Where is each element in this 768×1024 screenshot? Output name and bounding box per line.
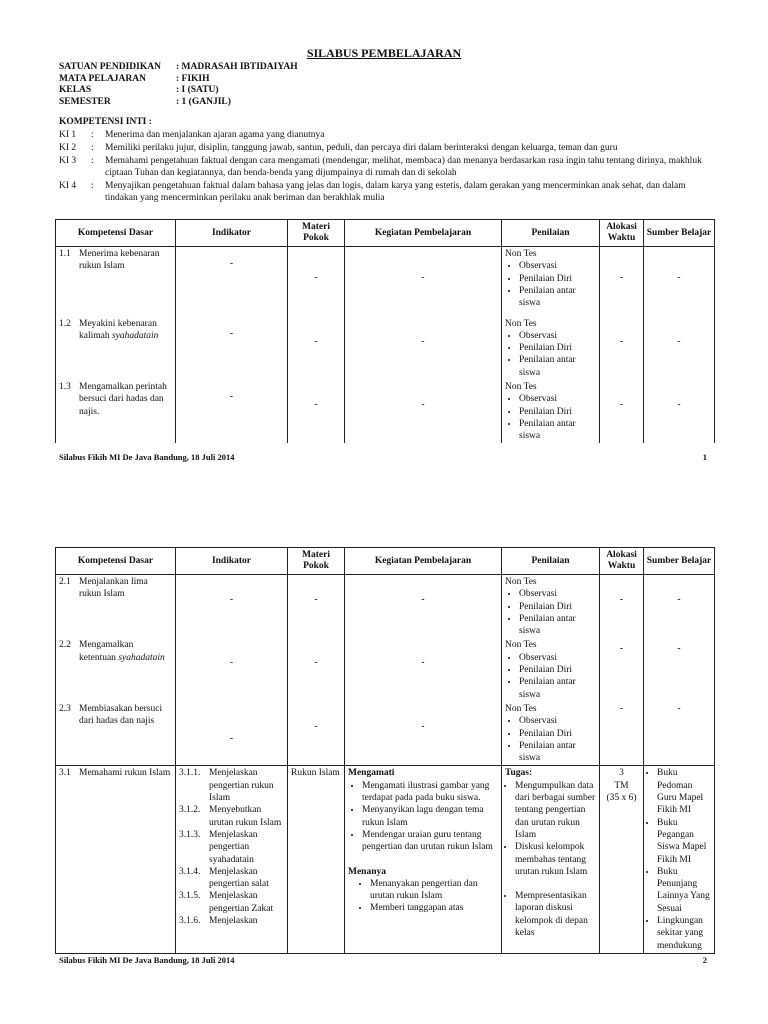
dash-mark: - — [677, 644, 681, 655]
non-tes-label: Non Tes — [505, 640, 537, 651]
kegiatan-cell — [345, 575, 502, 639]
info-row-satuan — [59, 62, 298, 74]
page-footer — [59, 954, 707, 966]
activity-item: • Memberi tanggapan atas — [370, 902, 498, 914]
assess-item: • Penilaian antar siswa — [519, 285, 596, 310]
table-row — [56, 247, 715, 317]
sumber-cell — [644, 380, 715, 443]
non-tes-label: Non Tes — [505, 381, 537, 392]
ki-item: KI 2 : Memiliki perilaku jujur, disiplin, tanggung jawab, santun, peduli, dan percaya diri dalam berinteraksi dengan keluarga, teman dan guru — [59, 142, 719, 154]
dash-mark: - — [619, 336, 624, 347]
alokasi-value: 3 — [619, 768, 624, 779]
header-sumber: Sumber Belajar — [644, 220, 715, 247]
dash-mark: - — [229, 733, 234, 744]
dash-mark: - — [421, 336, 425, 347]
materi-cell — [288, 575, 345, 639]
assess-item: • Penilaian Diri — [519, 342, 596, 354]
kd-text: Memahami rukun Islam — [79, 768, 171, 779]
source-item: • Lingkungan sekitar yang mendukung — [657, 915, 711, 952]
dash-mark: - — [421, 595, 425, 605]
syllabus-table-1 — [55, 219, 715, 443]
kegiatan-cell — [345, 638, 502, 701]
header-kd: Kompetensi Dasar — [56, 548, 176, 575]
ki-code: KI 3 — [59, 155, 77, 166]
penilaian-cell — [502, 380, 600, 443]
sumber-cell — [644, 247, 715, 317]
assess-item: • Penilaian Diri — [519, 273, 596, 285]
sumber-cell — [644, 317, 715, 380]
header-materi: Materi Pokok — [288, 548, 345, 575]
dash-mark: - — [229, 259, 234, 269]
kd-text: Meyakini kebenaran kalimah syahadatain — [79, 318, 159, 341]
ki-code: KI 2 — [59, 142, 77, 153]
sumber-cell — [644, 638, 715, 701]
kd-text: Mengamalkan ketentuan syahadatain — [79, 640, 165, 663]
kd-number: 2.1 — [59, 577, 71, 587]
dash-mark: - — [314, 595, 318, 605]
assess-item: • Observasi — [519, 393, 596, 405]
header-alokasi: Alokasi Waktu — [600, 548, 644, 575]
info-block — [59, 62, 298, 108]
kegiatan-cell — [345, 317, 502, 380]
task-item: • Mempresentasikan laporan diskusi kelompok di depan kelas — [515, 890, 596, 939]
non-tes-label: Non Tes — [505, 577, 537, 587]
dash-mark: - — [677, 595, 681, 605]
dash-mark: - — [677, 273, 681, 283]
dash-mark: - — [314, 658, 318, 669]
table-row — [56, 317, 715, 380]
alokasi-cell — [600, 702, 644, 766]
indikator-cell — [176, 638, 288, 701]
activity-item: • Menyanyikan lagu dengan tema rukun Islam — [362, 804, 498, 829]
penilaian-cell — [502, 575, 600, 639]
non-tes-label: Non Tes — [505, 703, 537, 714]
header-sumber: Sumber Belajar — [644, 548, 715, 575]
dash-mark: - — [229, 658, 234, 669]
indikator-item: 3.1.3. Menjelaskan pengertian syahadatain — [179, 829, 258, 865]
penilaian-cell — [502, 317, 600, 380]
kd-cell — [56, 247, 176, 317]
dash-mark: - — [677, 703, 681, 714]
kd-number: 1.2 — [59, 318, 71, 329]
assess-item: • Penilaian antar siswa — [519, 613, 596, 638]
header-penilaian: Penilaian — [502, 548, 600, 575]
ki-item: KI 4 : Menyajikan pengetahuan faktual dalam bahasa yang jelas dan logis, dalam karya yang estetis, dalam gerakan yang mencerminkan anak sehat, dan dalam tindakan yang mencerminkan perilaku anak beriman dan berakhlak mulia — [59, 180, 719, 205]
menanya-heading: Menanya — [348, 866, 386, 877]
info-value: : I (SATU) — [176, 85, 219, 95]
task-item: • Diskusi kelompok membahas tentang urutan rukun Islam — [515, 841, 596, 878]
materi-cell — [288, 380, 345, 443]
footer-text: Silabus Fikih MI De Java Bandung, 18 Juli 2014 — [59, 955, 235, 965]
info-label: MATA PELAJARAN — [59, 73, 146, 84]
penilaian-cell — [502, 638, 600, 701]
kd-cell — [56, 766, 176, 954]
kegiatan-cell — [345, 247, 502, 317]
table-row — [56, 638, 715, 701]
dash-mark: - — [229, 391, 234, 402]
assess-item: • Penilaian antar siswa — [519, 740, 596, 765]
assess-item: • Observasi — [519, 715, 596, 727]
document-title: SILABUS PEMBELAJARAN — [306, 46, 462, 60]
info-row-semester — [59, 97, 298, 109]
dash-mark: - — [421, 721, 425, 732]
kegiatan-cell — [345, 702, 502, 766]
info-value: : 1 (GANJIL) — [176, 96, 231, 107]
header-indikator: Indikator — [176, 548, 288, 575]
assess-item: • Penilaian Diri — [519, 728, 596, 740]
materi-cell: Rukun Islam — [288, 766, 345, 954]
assess-item: • Observasi — [519, 330, 596, 342]
indikator-item: 3.1.2. Menyebutkan urutan rukun Islam — [179, 805, 282, 828]
kd-number: 2.2 — [59, 640, 71, 651]
dash-mark: - — [677, 336, 681, 347]
kd-cell — [56, 702, 176, 766]
penilaian-cell — [502, 766, 600, 954]
assess-item: • Penilaian antar siswa — [519, 418, 596, 443]
assess-item: • Penilaian Diri — [519, 664, 596, 676]
kegiatan-cell — [345, 766, 502, 954]
dash-mark: - — [421, 399, 425, 410]
activity-item: • Mendengar uraian guru tentang pengertian dan urutan rukun Islam — [362, 829, 498, 854]
penilaian-cell — [502, 247, 600, 317]
syllabus-table-2 — [55, 547, 715, 954]
kd-text: Menjalankan lima rukun Islam — [79, 577, 148, 600]
header-penilaian: Penilaian — [502, 220, 600, 247]
sumber-cell — [644, 766, 715, 954]
dash-mark: - — [229, 328, 234, 339]
dash-mark: - — [677, 399, 681, 410]
indikator-item: 3.1.5. Menjelaskan pengertian Zakat — [179, 891, 274, 914]
assess-item: • Observasi — [519, 260, 596, 272]
kd-cell — [56, 317, 176, 380]
kd-text: Menerima kebenaran rukun Islam — [79, 249, 160, 272]
materi-cell — [288, 638, 345, 701]
dash-mark: - — [421, 273, 425, 283]
indikator-cell — [176, 766, 288, 954]
indikator-cell — [176, 247, 288, 317]
materi-cell — [288, 702, 345, 766]
materi-cell — [288, 317, 345, 380]
table-row — [56, 702, 715, 766]
header-kegiatan: Kegiatan Pembelajaran — [345, 548, 502, 575]
kd-number: 3.1 — [59, 768, 71, 779]
alokasi-cell — [600, 247, 644, 317]
footer-text: Silabus Fikih MI De Java Bandung, 18 Juli 2014 — [59, 452, 235, 462]
info-row-mapel — [59, 74, 298, 86]
page-footer — [59, 451, 707, 463]
ki-text: Memahami pengetahuan faktual dengan cara mengamati (mendengar, melihat, membaca) dan menanya berdasarkan rasa ingin tahu tentang dirinya, makhluk ciptaan Tuhan dan kegiatannya, dan benda-benda yang dijumpainya di rumah dan di sekolah — [105, 155, 702, 178]
materi-cell — [288, 247, 345, 317]
alokasi-cell — [600, 638, 644, 701]
source-item: • Buku Pegangan Siswa Mapel Fikih MI — [657, 817, 711, 866]
ki-list — [59, 129, 719, 205]
info-label: SEMESTER — [59, 96, 111, 107]
ki-code: KI 4 — [59, 180, 77, 191]
activity-item: • Menanyakan pengertian dan urutan rukun Islam — [370, 878, 498, 903]
kd-text: Mengamalkan perintah bersuci dari hadas dan najis. — [79, 381, 167, 417]
ki-item: KI 3 : Memahami pengetahuan faktual dengan cara mengamati (mendengar, melihat, membaca) dan menanya berdasarkan rasa ingin tahu tentang dirinya, makhluk ciptaan Tuhan dan kegiatannya, dan benda-benda yang dijumpainya di rumah dan di sekolah — [59, 155, 719, 180]
alokasi-cell — [600, 766, 644, 954]
kd-number: 1.3 — [59, 381, 71, 392]
ki-code: KI 1 — [59, 130, 77, 140]
kd-cell — [56, 380, 176, 443]
dash-mark: - — [229, 595, 234, 605]
header-indikator: Indikator — [176, 220, 288, 247]
table-row — [56, 380, 715, 443]
source-item: • Buku Pedoman Guru Mapel Fikih MI — [657, 767, 711, 816]
header-materi: Materi Pokok — [288, 220, 345, 247]
alokasi-cell — [600, 575, 644, 639]
assess-item: • Penilaian Diri — [519, 601, 596, 613]
kd-cell — [56, 575, 176, 639]
ki-text: Memiliki perilaku jujur, disiplin, tanggung jawab, santun, peduli, dan percaya diri dalam berinteraksi dengan keluarga, teman dan guru — [105, 142, 618, 153]
source-item: • Buku Penunjang Lainnya Yang Sesuai — [657, 866, 711, 915]
table-row — [56, 575, 715, 639]
alokasi-cell — [600, 380, 644, 443]
task-item: • Mengumpulkan data dari berbagai sumber tentang pengertian dan urutan rukun Islam — [515, 780, 596, 841]
kegiatan-cell — [345, 380, 502, 443]
indikator-item: 3.1.1. Menjelaskan pengertian rukun Islam — [179, 768, 274, 804]
dash-mark: - — [619, 595, 624, 605]
dash-mark: - — [421, 658, 425, 669]
alokasi-detail: (35 x 6) — [606, 793, 637, 804]
sumber-cell — [644, 702, 715, 766]
page-number: 1 — [702, 452, 707, 462]
dash-mark: - — [619, 399, 624, 410]
alokasi-cell — [600, 317, 644, 380]
info-value: : FIKIH — [176, 73, 210, 84]
dash-mark: - — [314, 336, 318, 347]
assess-item: • Penilaian Diri — [519, 406, 596, 418]
info-label: SATUAN PENDIDIKAN — [59, 62, 161, 72]
tugas-heading: Tugas: — [505, 768, 533, 779]
indikator-cell — [176, 317, 288, 380]
indikator-cell — [176, 575, 288, 639]
info-label: KELAS — [59, 85, 92, 95]
dash-mark: - — [619, 273, 624, 283]
table-row-3-1 — [56, 766, 715, 954]
ki-item: KI 1 : Menerima dan menjalankan ajaran agama yang dianutnya — [59, 129, 719, 141]
info-row-kelas — [59, 85, 298, 97]
kd-number: 2.3 — [59, 703, 71, 714]
dash-mark: - — [314, 273, 318, 283]
dash-mark: - — [619, 703, 624, 714]
dash-mark: - — [619, 644, 624, 655]
alokasi-unit: TM — [614, 780, 629, 791]
assess-item: • Penilaian antar siswa — [519, 354, 596, 379]
indikator-cell — [176, 702, 288, 766]
assess-item: • Penilaian antar siswa — [519, 676, 596, 701]
ki-text: Menyajikan pengetahuan faktual dalam bahasa yang jelas dan logis, dalam karya yang estetis, dalam gerakan yang mencerminkan anak sehat, dan dalam tindakan yang mencerminkan perilaku anak beriman dan berakhlak mulia — [105, 180, 686, 203]
mengamati-heading: Mengamati — [348, 768, 395, 779]
kd-cell — [56, 638, 176, 701]
ki-text: Menerima dan menjalankan ajaran agama yang dianutnya — [105, 130, 325, 140]
header-alokasi: Alokasi Waktu — [600, 220, 644, 247]
page-1 — [0, 0, 768, 500]
kd-text: Membiasakan bersuci dari hadas dan najis — [79, 703, 163, 727]
dash-mark: - — [314, 399, 318, 410]
header-kegiatan: Kegiatan Pembelajaran — [345, 220, 502, 247]
info-value: : MADRASAH IBTIDAIYAH — [176, 62, 298, 72]
penilaian-cell — [502, 702, 600, 766]
ki-heading: KOMPETENSI INTI : — [59, 117, 152, 127]
non-tes-label: Non Tes — [505, 249, 537, 259]
indikator-item: 3.1.4. Menjelaskan pengertian salat — [179, 866, 269, 890]
kd-number: 1.1 — [59, 249, 71, 259]
indikator-item: 3.1.6. Menjelaskan — [179, 916, 258, 927]
sumber-cell — [644, 575, 715, 639]
table-header-row — [56, 548, 715, 575]
assess-item: • Observasi — [519, 588, 596, 600]
table-header-row — [56, 220, 715, 247]
page-2 — [0, 500, 768, 1024]
assess-item: • Observasi — [519, 652, 596, 664]
page-number: 2 — [702, 955, 707, 965]
activity-item: • Mengamati ilustrasi gambar yang terdapat pada pada buku siswa. — [362, 780, 498, 805]
header-kd: Kompetensi Dasar — [56, 220, 176, 247]
dash-mark: - — [314, 721, 318, 732]
indikator-cell — [176, 380, 288, 443]
non-tes-label: Non Tes — [505, 318, 537, 329]
